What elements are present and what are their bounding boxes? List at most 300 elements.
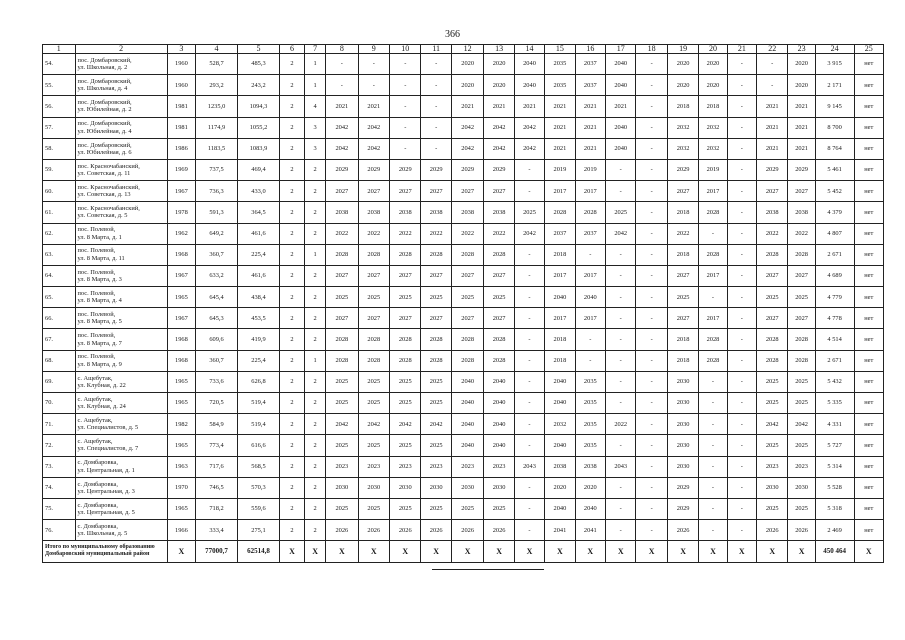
table-cell: - (727, 414, 756, 435)
column-number-17: 17 (606, 45, 636, 54)
table-cell: - (421, 138, 451, 159)
table-cell: 2025 (484, 287, 514, 308)
table-cell: 461,6 (238, 265, 280, 286)
column-number-19: 19 (667, 45, 698, 54)
table-cell: 2027 (390, 181, 421, 202)
table-cell: 2028 (699, 329, 727, 350)
address-cell: пос. Полевой, ул. 8 Марта, д. 1 (75, 223, 167, 244)
table-cell: 2040 (545, 393, 575, 414)
table-cell: 438,4 (238, 287, 280, 308)
table-cell: 2026 (484, 520, 514, 541)
table-cell: 2020 (667, 75, 698, 96)
table-cell: 2027 (667, 308, 698, 329)
table-cell: - (636, 414, 667, 435)
table-cell: 2035 (575, 371, 605, 392)
table-cell: - (390, 138, 421, 159)
table-cell: - (699, 393, 727, 414)
address-cell: с. Домбаровка, ул. Центральная, д. 1 (75, 456, 167, 477)
table-cell: - (727, 477, 756, 498)
column-number-8: 8 (326, 45, 359, 54)
table-cell: 2 671 (815, 244, 854, 265)
table-cell: 2 (279, 159, 304, 180)
column-number-15: 15 (545, 45, 575, 54)
table-cell: 2038 (757, 202, 788, 223)
table-cell: 2032 (667, 138, 698, 159)
total-cell: X (667, 541, 698, 562)
table-cell: 2020 (484, 75, 514, 96)
table-cell: 2 (305, 456, 326, 477)
table-cell: 2038 (421, 202, 451, 223)
table-cell: - (699, 414, 727, 435)
table-cell: 2025 (358, 287, 389, 308)
row-number: 76. (43, 520, 76, 541)
table-cell: нет (854, 308, 884, 329)
table-cell: 2 (279, 371, 304, 392)
table-cell: 2040 (451, 435, 484, 456)
table-cell: 2019 (575, 159, 605, 180)
total-cell: X (279, 541, 304, 562)
table-cell: 2027 (484, 265, 514, 286)
table-cell: - (606, 477, 636, 498)
table-cell: 2025 (421, 435, 451, 456)
table-cell: 2028 (326, 350, 359, 371)
table-cell: - (514, 181, 544, 202)
housing-table (42, 44, 884, 563)
table-cell: - (606, 371, 636, 392)
table-cell: 2042 (514, 223, 544, 244)
table-cell: 2029 (421, 159, 451, 180)
table-cell: 2025 (788, 393, 815, 414)
table-row (43, 265, 884, 286)
address-cell: с. Домбаровка, ул. Школьная, д. 5 (75, 520, 167, 541)
table-cell: 2042 (326, 117, 359, 138)
row-number: 54. (43, 54, 76, 75)
table-cell: 1 (305, 75, 326, 96)
table-cell: 2025 (451, 498, 484, 519)
total-cell: X (167, 541, 195, 562)
table-cell: - (727, 54, 756, 75)
column-number-12: 12 (451, 45, 484, 54)
table-cell: 2027 (421, 181, 451, 202)
table-cell: 2028 (390, 350, 421, 371)
table-cell: нет (854, 456, 884, 477)
row-number: 59. (43, 159, 76, 180)
table-cell: 2 (279, 498, 304, 519)
table-cell: 2025 (390, 393, 421, 414)
table-cell: 2028 (757, 244, 788, 265)
table-cell: 1965 (167, 287, 195, 308)
table-cell: - (727, 96, 756, 117)
table-cell: 2025 (757, 498, 788, 519)
table-cell: - (326, 75, 359, 96)
table-cell: 2025 (606, 202, 636, 223)
table-cell: - (636, 75, 667, 96)
column-number-11: 11 (421, 45, 451, 54)
table-cell: 2042 (358, 138, 389, 159)
table-cell: 2 (279, 181, 304, 202)
table-cell: 1174,9 (196, 117, 238, 138)
table-cell: 2025 (514, 202, 544, 223)
table-cell: 1968 (167, 329, 195, 350)
table-cell: 2 (305, 329, 326, 350)
table-cell: 2020 (667, 54, 698, 75)
row-number: 68. (43, 350, 76, 371)
column-number-14: 14 (514, 45, 544, 54)
table-cell: - (727, 287, 756, 308)
table-cell: - (727, 159, 756, 180)
table-cell: 2022 (358, 223, 389, 244)
table-cell: 2022 (606, 414, 636, 435)
table-row (43, 181, 884, 202)
table-cell: 2042 (484, 138, 514, 159)
table-cell: 2042 (358, 117, 389, 138)
table-cell: 2021 (788, 96, 815, 117)
table-cell: 559,6 (238, 498, 280, 519)
table-cell: 2017 (575, 265, 605, 286)
table-cell: нет (854, 223, 884, 244)
table-cell: нет (854, 350, 884, 371)
row-number: 60. (43, 181, 76, 202)
table-cell: 2 (279, 435, 304, 456)
table-cell: 2035 (575, 393, 605, 414)
table-cell: 2 (305, 393, 326, 414)
table-cell: - (636, 117, 667, 138)
table-cell: 2028 (699, 350, 727, 371)
table-cell: - (636, 456, 667, 477)
table-cell: - (727, 371, 756, 392)
table-cell: 469,4 (238, 159, 280, 180)
total-cell: X (575, 541, 605, 562)
table-cell: 2019 (699, 159, 727, 180)
table-cell: 1965 (167, 393, 195, 414)
table-cell: 2025 (358, 435, 389, 456)
table-cell: 2028 (451, 329, 484, 350)
table-cell: 2020 (451, 54, 484, 75)
table-cell: - (727, 498, 756, 519)
table-cell: - (514, 477, 544, 498)
table-cell: 2028 (484, 329, 514, 350)
table-cell: 3 (305, 138, 326, 159)
table-cell: - (699, 287, 727, 308)
table-cell: 2027 (757, 265, 788, 286)
table-cell: 2018 (667, 202, 698, 223)
table-cell: 2028 (484, 244, 514, 265)
table-cell: 2 (305, 159, 326, 180)
table-cell: 2038 (484, 202, 514, 223)
table-cell: - (514, 350, 544, 371)
column-number-25: 25 (854, 45, 884, 54)
table-cell: 2027 (788, 265, 815, 286)
table-cell: 2027 (451, 308, 484, 329)
table-cell: 2020 (788, 75, 815, 96)
table-cell: 2026 (358, 520, 389, 541)
table-cell: 243,2 (238, 75, 280, 96)
total-cell: X (305, 541, 326, 562)
table-cell: нет (854, 477, 884, 498)
table-cell: 1969 (167, 159, 195, 180)
table-row (43, 54, 884, 75)
table-cell: - (514, 308, 544, 329)
table-cell: - (390, 117, 421, 138)
table-cell: 2025 (326, 435, 359, 456)
table-cell: 2021 (514, 96, 544, 117)
total-cell: X (326, 541, 359, 562)
table-cell: 2021 (575, 138, 605, 159)
table-cell: 2028 (390, 329, 421, 350)
column-number-16: 16 (575, 45, 605, 54)
table-row (43, 202, 884, 223)
table-cell: 2018 (699, 96, 727, 117)
table-cell: - (727, 456, 756, 477)
table-cell: 2022 (326, 223, 359, 244)
table-cell: - (606, 393, 636, 414)
table-cell: 2040 (514, 54, 544, 75)
table-cell: 2032 (545, 414, 575, 435)
table-cell: 2028 (421, 244, 451, 265)
table-cell: 4 778 (815, 308, 854, 329)
table-cell: 2026 (757, 520, 788, 541)
table-cell: 2030 (667, 414, 698, 435)
table-cell: 2042 (757, 414, 788, 435)
address-cell: пос. Домбаровский, ул. Школьная, д. 4 (75, 75, 167, 96)
bottom-divider (432, 569, 544, 570)
table-cell: 2029 (667, 159, 698, 180)
address-cell: пос. Полевой, ул. 8 Марта, д. 3 (75, 265, 167, 286)
total-cell: X (390, 541, 421, 562)
table-cell: 2025 (326, 393, 359, 414)
table-cell: 2025 (390, 435, 421, 456)
table-cell: - (699, 371, 727, 392)
table-cell: 2040 (545, 287, 575, 308)
table-cell: 2022 (788, 223, 815, 244)
table-cell: 2043 (606, 456, 636, 477)
table-cell: 649,2 (196, 223, 238, 244)
table-cell: 2042 (606, 223, 636, 244)
table-cell: 1967 (167, 181, 195, 202)
table-cell: - (390, 54, 421, 75)
table-cell: 1967 (167, 265, 195, 286)
table-cell: - (699, 223, 727, 244)
total-cell: X (514, 541, 544, 562)
table-cell: 2018 (545, 329, 575, 350)
table-cell: - (606, 265, 636, 286)
table-cell: 2028 (545, 202, 575, 223)
table-cell: 2040 (484, 435, 514, 456)
table-cell: 2042 (421, 414, 451, 435)
table-body (43, 54, 884, 563)
table-cell: 2019 (545, 159, 575, 180)
table-cell: - (636, 202, 667, 223)
table-cell: 2026 (451, 520, 484, 541)
table-cell: 2037 (575, 54, 605, 75)
table-cell: - (421, 54, 451, 75)
table-cell: 1083,9 (238, 138, 280, 159)
table-cell: 2028 (421, 329, 451, 350)
address-cell: пос. Полевой, ул. 8 Марта, д. 9 (75, 350, 167, 371)
table-cell: 2025 (326, 498, 359, 519)
table-cell: 2027 (326, 265, 359, 286)
table-row (43, 138, 884, 159)
table-cell: 717,6 (196, 456, 238, 477)
table-cell: - (514, 287, 544, 308)
table-cell: 2026 (421, 520, 451, 541)
table-cell: 4 (305, 96, 326, 117)
table-cell: - (636, 435, 667, 456)
column-number-21: 21 (727, 45, 756, 54)
table-cell: нет (854, 265, 884, 286)
table-cell: 2017 (545, 308, 575, 329)
table-cell: 2021 (575, 117, 605, 138)
table-row (43, 477, 884, 498)
total-cell: X (484, 541, 514, 562)
table-cell: 2027 (390, 265, 421, 286)
table-cell: 2 (279, 265, 304, 286)
table-cell: 2021 (757, 96, 788, 117)
table-cell: - (727, 138, 756, 159)
table-cell: - (636, 159, 667, 180)
table-cell: 2 (305, 181, 326, 202)
column-number-7: 7 (305, 45, 326, 54)
table-cell: нет (854, 371, 884, 392)
table-cell: 2037 (545, 223, 575, 244)
table-cell: 2025 (421, 287, 451, 308)
table-cell: 5 528 (815, 477, 854, 498)
table-cell: 1986 (167, 138, 195, 159)
table-cell: нет (854, 287, 884, 308)
table-cell: 2030 (421, 477, 451, 498)
table-cell: 1967 (167, 308, 195, 329)
table-cell: 2026 (667, 520, 698, 541)
table-cell: 5 727 (815, 435, 854, 456)
table-cell: 2 (279, 393, 304, 414)
table-cell: - (727, 223, 756, 244)
table-cell: 519,4 (238, 414, 280, 435)
table-cell: 2021 (545, 96, 575, 117)
total-cell: 450 464 (815, 541, 854, 562)
table-cell: 2035 (545, 75, 575, 96)
table-cell: 2027 (390, 308, 421, 329)
table-cell: - (636, 181, 667, 202)
table-cell: 2021 (788, 138, 815, 159)
table-cell: 2028 (788, 329, 815, 350)
table-cell: 2025 (421, 498, 451, 519)
total-cell: X (606, 541, 636, 562)
table-cell: 2040 (484, 414, 514, 435)
table-cell: 2023 (788, 456, 815, 477)
table-cell: 2026 (326, 520, 359, 541)
table-cell: 2021 (788, 117, 815, 138)
table-cell: нет (854, 329, 884, 350)
table-cell: 364,5 (238, 202, 280, 223)
address-cell: пос. Красночабанский, ул. Советская, д. 11 (75, 159, 167, 180)
table-cell: 2020 (788, 54, 815, 75)
table-row (43, 287, 884, 308)
table-cell: 2032 (699, 138, 727, 159)
table-cell: 2035 (545, 54, 575, 75)
table-row (43, 75, 884, 96)
table-cell: 2017 (575, 181, 605, 202)
column-number-24: 24 (815, 45, 854, 54)
table-cell: 2040 (606, 117, 636, 138)
table-cell: 2037 (575, 223, 605, 244)
table-cell: 2029 (757, 159, 788, 180)
table-cell: 2030 (788, 477, 815, 498)
address-cell: с. Ащебутак, ул. Клубная, д. 22 (75, 371, 167, 392)
table-cell: - (326, 54, 359, 75)
table-cell: нет (854, 244, 884, 265)
table-cell: 2 469 (815, 520, 854, 541)
table-cell: нет (854, 117, 884, 138)
table-cell: 2 (305, 202, 326, 223)
table-cell: 2028 (326, 329, 359, 350)
table-cell: - (514, 265, 544, 286)
total-label: Итого по муниципальному образованию Домбаровский муниципальный район (43, 541, 168, 562)
table-cell: - (636, 498, 667, 519)
table-cell: 2022 (390, 223, 421, 244)
table-cell: 2029 (390, 159, 421, 180)
table-cell: 1965 (167, 498, 195, 519)
column-number-2: 2 (75, 45, 167, 54)
table-cell: 2 (279, 287, 304, 308)
table-cell: - (727, 202, 756, 223)
table-cell: 746,5 (196, 477, 238, 498)
address-cell: пос. Домбаровский, ул. Юбилейная, д. 6 (75, 138, 167, 159)
table-cell: 2042 (484, 117, 514, 138)
table-cell: 2025 (358, 371, 389, 392)
table-cell: 2 (279, 308, 304, 329)
table-cell: 2042 (451, 138, 484, 159)
table-cell: 2040 (514, 75, 544, 96)
table-cell: 2042 (788, 414, 815, 435)
table-cell: 1235,0 (196, 96, 238, 117)
table-cell: нет (854, 393, 884, 414)
table-cell: - (606, 181, 636, 202)
table-cell: 2040 (606, 54, 636, 75)
table-cell: 360,7 (196, 244, 238, 265)
table-cell: 2025 (788, 371, 815, 392)
table-cell: 2027 (358, 265, 389, 286)
table-cell: - (514, 244, 544, 265)
table-cell: 2025 (326, 287, 359, 308)
table-cell: 2021 (606, 96, 636, 117)
table-cell: - (575, 350, 605, 371)
table-cell: - (636, 477, 667, 498)
table-cell: 2020 (699, 54, 727, 75)
total-cell: X (788, 541, 815, 562)
table-cell: 2040 (545, 498, 575, 519)
table-cell: 461,6 (238, 223, 280, 244)
column-number-22: 22 (757, 45, 788, 54)
table-cell: 9 145 (815, 96, 854, 117)
table-cell: 2017 (545, 181, 575, 202)
table-cell: 2042 (358, 414, 389, 435)
table-cell: 2025 (358, 498, 389, 519)
table-cell: 2025 (326, 371, 359, 392)
table-cell: - (514, 393, 544, 414)
table-cell: 2 171 (815, 75, 854, 96)
table-cell: 2 (305, 308, 326, 329)
column-number-5: 5 (238, 45, 280, 54)
table-cell: 2020 (699, 75, 727, 96)
table-cell: 2038 (390, 202, 421, 223)
table-cell: 1960 (167, 54, 195, 75)
table-cell: 2042 (326, 414, 359, 435)
table-cell: 4 807 (815, 223, 854, 244)
table-cell: 2025 (484, 498, 514, 519)
table-cell: - (606, 287, 636, 308)
table-cell: 2038 (545, 456, 575, 477)
table-cell: 2 (279, 223, 304, 244)
